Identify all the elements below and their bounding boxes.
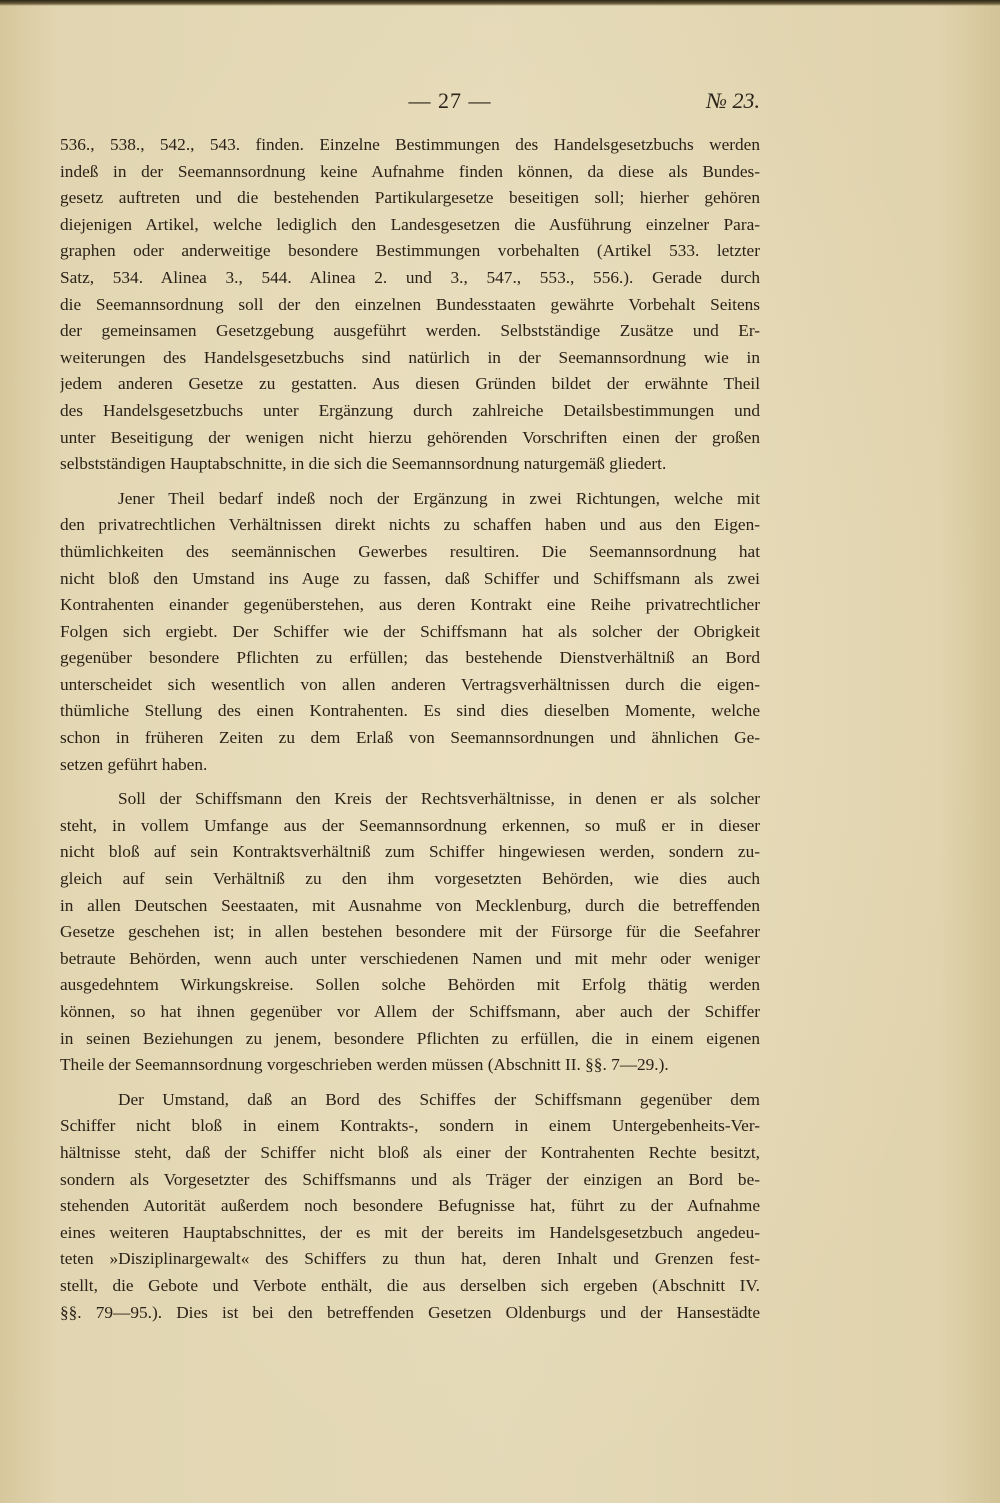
text-line: thümlichkeiten des seemännischen Gewerbes resultiren. Die Seemannsordnung hat (60, 541, 760, 561)
text-line: graphen oder anderweitige besondere Bestimmungen vorbehalten (Artikel 533. letzter (60, 241, 760, 261)
text-line: 536., 538., 542., 543. finden. Einzelne Bestimmungen des Handelsgesetzbuchs werden (60, 135, 760, 154)
text-line: nicht bloß auf sein Kontraktsverhältniß zum Schiffer hingewiesen werden, sondern zu- (60, 842, 760, 862)
text-line: ausgedehntem Wirkungskreise. Sollen solche Behörden mit Erfolg thätig werden (60, 975, 760, 995)
text-line: teten »Disziplinargewalt« des Schiffers zu thun hat, deren Inhalt und Grenzen fest- (60, 1249, 760, 1269)
paragraph-4 (60, 1087, 760, 1326)
text-line: des Handelsgesetzbuchs unter Ergänzung durch zahlreiche Detailsbestimmungen und (60, 400, 760, 420)
paragraph-3 (60, 786, 760, 1079)
text-line: setzen geführt haben. (60, 754, 208, 774)
text-line: indeß in der Seemannsordnung keine Aufnahme finden können, da diese als Bundes- (60, 161, 760, 181)
text-line: Satz, 534. Alinea 3., 544. Alinea 2. und 3., 547., 553., 556.). Gerade durch (60, 267, 760, 287)
text-line: Soll der Schiffsmann den Kreis der Rechtsverhältnisse, in denen er als solcher (118, 789, 760, 809)
text-line: stellt, die Gebote und Verbote enthält, die aus derselben sich ergeben (Abschnitt IV. (60, 1275, 760, 1295)
text-line: den privatrechtlichen Verhältnissen direkt nichts zu schaffen haben und aus den Eigen- (60, 515, 760, 535)
document-number: № 23. (706, 88, 760, 113)
page-top-edge (0, 0, 1000, 6)
text-line: in seinen Beziehungen zu jenem, besondere Pflichten zu erfüllen, die in einem eigenen (60, 1028, 760, 1048)
text-line: diejenigen Artikel, welche lediglich den Landesgesetzen die Ausführung einzelner Para- (60, 214, 760, 234)
text-line: Kontrahenten einander gegenüberstehen, aus deren Kontrakt eine Reihe privatrechtlicher (60, 595, 760, 615)
page-header (60, 88, 760, 118)
paragraph-gap (60, 478, 760, 486)
text-line: in allen Deutschen Seestaaten, mit Ausnahme von Mecklenburg, durch die betreffenden (60, 895, 760, 915)
text-line: steht, in vollem Umfange aus der Seemannsordnung erkennen, so muß er in dieser (60, 815, 760, 835)
text-line: §§. 79—95.). Dies ist bei den betreffenden Gesetzen Oldenburgs und der Hansestädte (60, 1302, 760, 1322)
text-line: gleich auf sein Verhältniß zu den ihm vorgesetzten Behörden, wie dies auch (60, 869, 760, 889)
text-line: weiterungen des Handelsgesetzbuchs sind natürlich in der Seemannsordnung wie in (60, 347, 760, 367)
text-line: unterscheidet sich wesentlich von allen anderen Vertragsverhältnissen durch die eigen- (60, 674, 760, 694)
paragraph-gap (60, 778, 760, 786)
text-line: jedem anderen Gesetze zu gestatten. Aus diesen Gründen bildet der erwähnte Theil (60, 374, 760, 394)
text-line: Schiffer nicht bloß in einem Kontrakts-, sondern in einem Untergebenheits-Ver- (60, 1116, 760, 1136)
text-line: hältnisse steht, daß der Schiffer nicht bloß als einer der Kontrahenten Rechte besitzt, (60, 1142, 760, 1162)
text-line: nicht bloß den Umstand ins Auge zu fassen, daß Schiffer und Schiffsmann als zwei (60, 568, 760, 588)
text-line: gegenüber besondere Pflichten zu erfüllen; das bestehende Dienstverhältniß an Bord (60, 648, 760, 668)
text-line: Der Umstand, daß an Bord des Schiffes der Schiffsmann gegenüber dem (118, 1089, 760, 1109)
text-line: schon in früheren Zeiten zu dem Erlaß von Seemannsordnungen und ähnlichen Ge- (60, 728, 760, 748)
text-line: die Seemannsordnung soll der den einzelnen Bundesstaaten gewährte Vorbehalt Seitens (60, 294, 760, 314)
paragraph-gap (60, 1079, 760, 1087)
text-line: eines weiteren Hauptabschnittes, der es mit der bereits im Handelsgesetzbuch angedeu- (60, 1222, 760, 1242)
paragraph-2 (60, 486, 760, 779)
text-line: gesetz auftreten und die bestehenden Partikulargesetze beseitigen soll; hierher gehören (60, 188, 760, 208)
text-line: können, so hat ihnen gegenüber vor Allem der Schiffsmann, aber auch der Schiffer (60, 1002, 760, 1021)
text-line: Gesetze geschehen ist; in allen bestehen besondere mit der Fürsorge für die Seefahrer (60, 922, 760, 942)
text-line: Jener Theil bedarf indeß noch der Ergänzung in zwei Richtungen, welche mit (118, 488, 760, 508)
text-line: Folgen sich ergiebt. Der Schiffer wie der Schiffsmann hat als solcher der Obrigkeit (60, 621, 760, 641)
text-line: betraute Behörden, wenn auch unter verschiedenen Namen und mit mehr oder weniger (60, 948, 760, 968)
text-line: stehenden Autorität außerdem noch besondere Befugnisse hat, führt zu der Aufnahme (60, 1196, 760, 1216)
page-number: — 27 — (408, 88, 492, 113)
text-line: sondern als Vorgesetzter des Schiffsmanns und als Träger der einzigen an Bord be- (60, 1169, 760, 1189)
paragraph-1 (60, 132, 760, 478)
body-text (60, 132, 760, 1326)
text-line: Theile der Seemannsordnung vorgeschrieben werden müssen (Abschnitt II. §§. 7—29.). (60, 1055, 669, 1075)
text-line: unter Beseitigung der wenigen nicht hierzu gehörenden Vorschriften einen der großen (60, 427, 760, 447)
text-line: der gemeinsamen Gesetzgebung ausgeführt werden. Selbstständige Zusätze und Er- (60, 321, 760, 341)
text-line: thümliche Stellung des einen Kontrahenten. Es sind dies dieselben Momente, welche (60, 701, 760, 721)
text-line: selbstständigen Hauptabschnitte, in die sich die Seemannsordnung naturgemäß gliedert. (60, 454, 667, 474)
